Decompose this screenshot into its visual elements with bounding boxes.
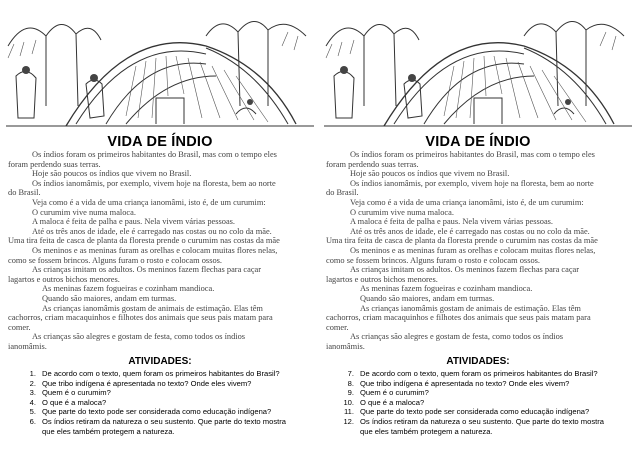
question-text: Que tribo indígena é apresentada no texto? Onde eles vivem? [42, 378, 252, 388]
question-number: 7. [347, 369, 354, 378]
village-illustration [6, 6, 314, 134]
text-line: ianomâmis. [326, 341, 365, 351]
text-line: lagartos e outros bichos menores. [326, 274, 438, 284]
question-item [332, 417, 630, 427]
text-line: foram perdendo suas terras. [8, 159, 101, 169]
text-line: Veja como é a vida de uma criança ianomâmi, isto é, de um curumim: [32, 197, 266, 207]
text-line: Os meninos e as meninas furam as orelhas e colocam muitas flores nelas, [350, 245, 596, 255]
text-line: As crianças ianomâmis gostam de animais de estimação. Elas têm [42, 303, 263, 313]
reading-text [326, 150, 630, 351]
question-list [332, 369, 630, 436]
question-item [332, 407, 630, 417]
worksheet-right [322, 0, 634, 451]
activities-heading: ATIVIDADES: [128, 356, 192, 367]
text-line: As crianças ianomâmis gostam de animais de estimação. Elas têm [360, 303, 581, 313]
question-item [14, 388, 312, 398]
question-number: 10. [343, 397, 354, 407]
question-number: 4. [29, 397, 36, 407]
text-line: Até os três anos de idade, ele é carregado nas costas ou no colo da mãe. [32, 226, 272, 236]
activities-heading: ATIVIDADES: [446, 356, 510, 367]
question-text: De acordo com o texto, quem foram os primeiros habitantes do Brasil? [42, 369, 280, 378]
text-line: Até os três anos de idade, ele é carregado nas costas ou no colo da mãe. [350, 226, 590, 236]
question-number: 9. [347, 388, 354, 398]
text-line: As crianças são alegres e gostam de festa, como todos os índios [350, 332, 564, 342]
text-line: As crianças imitam os adultos. Os meninos fazem flechas para caçar [350, 265, 580, 275]
text-line: foram perdendo suas terras. [326, 159, 419, 169]
question-list [14, 369, 312, 436]
text-line: Quando são maiores, andam em turmas. [42, 293, 177, 303]
text-line: A maloca é feita de palha e paus. Nela vivem várias pessoas. [350, 217, 554, 227]
text-line: Os índios ianomâmis, por exemplo, vivem hoje na floresta, bem ao norte [350, 178, 594, 188]
text-line: Uma tira feita de casca de planta da floresta prende o curumim nas costas da mãe [326, 236, 598, 246]
text-line: ianomâmis. [8, 341, 47, 351]
text-line: como se fossem brincos. Alguns furam o rosto e colocam ossos. [8, 255, 222, 265]
question-continuation: que eles também protegem a natureza. [42, 426, 175, 436]
question-number: 5. [29, 407, 36, 417]
text-line: As crianças imitam os adultos. Os meninos fazem flechas para caçar [32, 265, 262, 275]
reading-text [8, 150, 312, 351]
question-text: Que parte do texto pode ser considerada como educação indígena? [360, 407, 590, 417]
text-line: do Brasil. [8, 188, 41, 198]
question-item [14, 398, 312, 408]
question-item [14, 407, 312, 417]
text-line: Os índios ianomâmis, por exemplo, vivem hoje na floresta, bem ao norte [32, 178, 276, 188]
text-line: Hoje são poucos os índios que vivem no Brasil. [350, 169, 510, 179]
text-line: cachorros, criam macaquinhos e filhotes dos animais que seus pais matam para [326, 313, 591, 323]
text-line: Hoje são poucos os índios que vivem no Brasil. [32, 169, 192, 179]
text-line: As meninas fazem fogueiras e cozinham mandioca. [360, 284, 533, 294]
text-line: Uma tira feita de casca de planta da floresta prende o curumim nas costas da mãe [8, 236, 280, 246]
text-line: Os índios foram os primeiros habitantes do Brasil, mas com o tempo eles [350, 150, 595, 159]
text-line: Quando são maiores, andam em turmas. [360, 293, 495, 303]
question-text: Que parte do texto pode ser considerada como educação indígena? [42, 407, 272, 417]
text-line: Os meninos e as meninas furam as orelhas e colocam muitas flores nelas, [32, 245, 278, 255]
question-item [332, 388, 630, 398]
text-line: Veja como é a vida de uma criança ianomâmi, isto é, de um curumim: [350, 197, 584, 207]
question-number: 6. [29, 416, 36, 426]
question-number: 2. [29, 378, 36, 388]
text-line: As meninas fazem fogueiras e cozinham mandioca. [42, 284, 215, 294]
question-text: Os índios retiram da natureza o seu sustento. Que parte do texto mostra [42, 416, 286, 426]
text-line: Os índios foram os primeiros habitantes do Brasil, mas com o tempo eles [32, 150, 277, 159]
text-line: As crianças são alegres e gostam de festa, como todos os índios [32, 332, 246, 342]
question-number: 12. [343, 416, 354, 426]
text-line: comer. [326, 322, 349, 332]
question-item [14, 417, 312, 427]
question-item [14, 379, 312, 389]
question-item [332, 398, 630, 408]
question-item [332, 379, 630, 389]
text-line: O curumim vive numa maloca. [32, 207, 136, 217]
question-text: Que tribo indígena é apresentada no texto? Onde eles vivem? [360, 378, 570, 388]
question-number: 11. [344, 407, 354, 417]
page-title: VIDA DE ÍNDIO [107, 134, 213, 150]
question-number: 3. [29, 388, 36, 398]
question-text: De acordo com o texto, quem foram os primeiros habitantes do Brasil? [360, 369, 598, 378]
text-line: A maloca é feita de palha e paus. Nela vivem várias pessoas. [32, 217, 236, 227]
worksheet-left [4, 0, 316, 451]
question-text: Quem é o curumim? [42, 388, 111, 398]
question-number: 8. [347, 378, 354, 388]
question-continuation: que eles também protegem a natureza. [360, 426, 493, 436]
text-line: cachorros, criam macaquinhos e filhotes dos animais que seus pais matam para [8, 313, 273, 323]
question-number: 1. [29, 369, 36, 378]
text-line: comer. [8, 322, 31, 332]
village-illustration [324, 6, 632, 134]
question-text: Os índios retiram da natureza o seu sustento. Que parte do texto mostra [360, 416, 604, 426]
question-text: Quem é o curumim? [360, 388, 429, 398]
text-line: como se fossem brincos. Alguns furam o rosto e colocam ossos. [326, 255, 540, 265]
text-line: O curumim vive numa maloca. [350, 207, 454, 217]
question-item [14, 369, 312, 379]
page-title: VIDA DE ÍNDIO [425, 134, 531, 150]
question-text: O que é a maloca? [42, 397, 107, 407]
question-text: O que é a maloca? [360, 397, 425, 407]
text-line: lagartos e outros bichos menores. [8, 274, 120, 284]
text-line: do Brasil. [326, 188, 359, 198]
question-item [332, 369, 630, 379]
